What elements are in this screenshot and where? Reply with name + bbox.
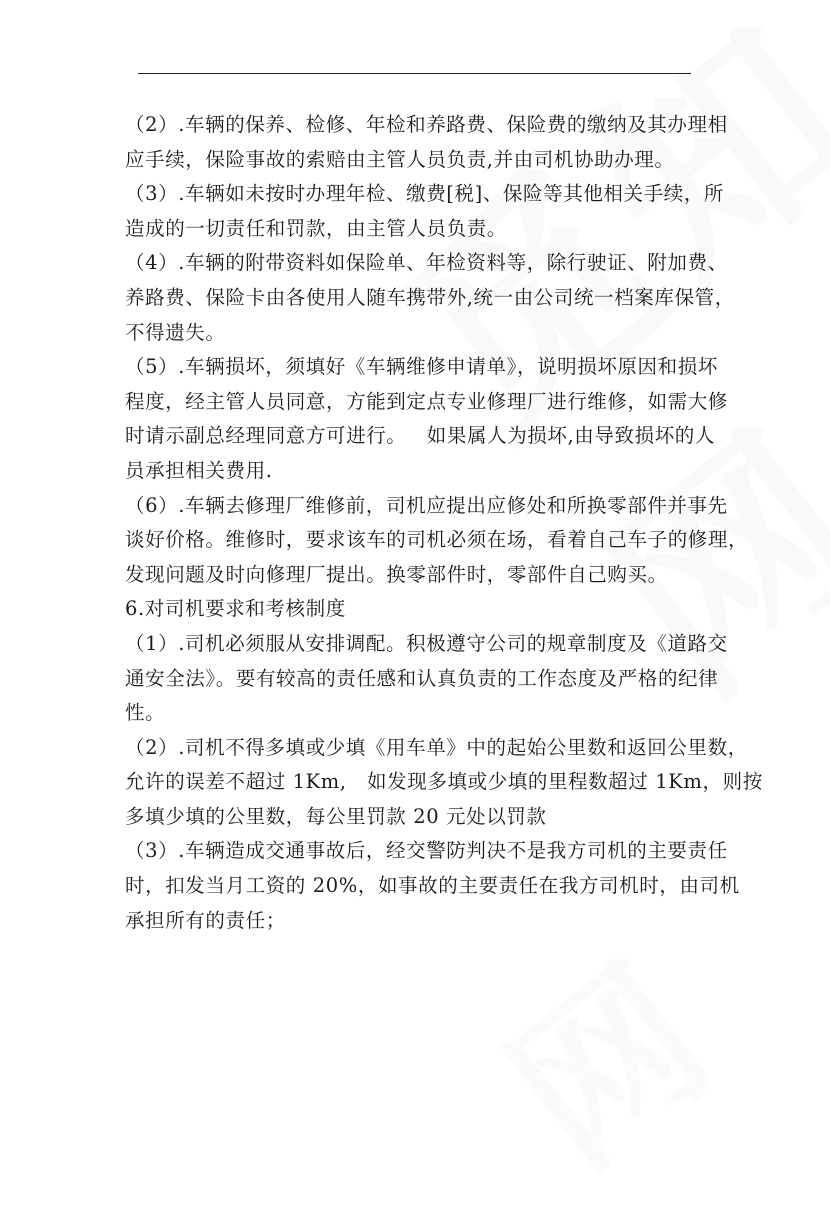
section-heading-driver-rules	[125, 592, 710, 627]
paragraph-2-maintenance	[125, 108, 728, 177]
text-line: 6.对司机要求和考核制度	[125, 597, 346, 621]
paragraph-5-damage	[125, 350, 729, 488]
text-line: （3）.车辆造成交通事故后，经交警防判决不是我方司机的主要责任	[125, 839, 728, 863]
text-line: 应手续，保险事故的索赔由主管人员负责,并由司机协助办理。	[125, 147, 675, 171]
text-line: 通安全法》。要有较高的责任感和认真负责的工作态度及严格的纪律	[125, 666, 719, 690]
text-line: 多填少填的公里数，每公里罚款 20 元处以罚款	[125, 804, 547, 828]
text-line: 程度，经主管人员同意，方能到定点专业修理厂进行维修，如需大修	[125, 389, 729, 413]
text-line: 承担所有的责任；	[125, 908, 286, 932]
text-line: 时，扣发当月工资的 20%，如事故的主要责任在我方司机时，由司机	[125, 874, 740, 898]
document-body	[125, 108, 763, 938]
paragraph-6-repair	[125, 489, 749, 593]
text-line: （1）.司机必须服从安排调配。积极遵守公司的规章制度及《道路交	[125, 631, 728, 655]
text-line: 允许的误差不超过 1Km, 如发现多填或少填的里程数超过 1Km，则按	[125, 770, 763, 794]
text-line: （2）.司机不得多填或少填《用车单》中的起始公里数和返回公里数，	[125, 735, 748, 759]
text-line: （5）.车辆损坏，须填好《车辆维修申请单》，说明损坏原因和损坏	[125, 355, 718, 379]
text-line: 养路费、保险卡由各使用人随车携带外,统一由公司统一档案库保管，	[125, 285, 735, 309]
paragraph-3-inspection	[125, 177, 725, 246]
text-line: 造成的一切责任和罚款，由主管人员负责。	[125, 216, 507, 240]
paragraph-4-documents	[125, 246, 735, 350]
text-line: （4）.车辆的附带资料如保险单、年检资料等，除行驶证、附加费、	[125, 251, 728, 275]
paragraph-driver-3	[125, 834, 740, 938]
text-line: 不得遗失。	[125, 320, 226, 344]
text-line: 性。	[125, 701, 166, 725]
header-rule	[138, 73, 691, 74]
text-line: 谈好价格。维修时，要求该车的司机必须在场，看着自己车子的修理，	[125, 528, 749, 552]
text-line: 员承担相关费用.	[125, 458, 273, 482]
text-line: 时请示副总经理同意方可进行。 如果属人为损坏,由导致损坏的人	[125, 424, 715, 448]
watermark	[450, 899, 751, 1213]
paragraph-driver-1	[125, 627, 728, 731]
text-line: 发现问题及时向修理厂提出。换零部件时，零部件自己购买。	[125, 562, 668, 586]
text-line: （6）.车辆去修理厂维修前，司机应提出应修处和所换零部件并事先	[125, 493, 728, 517]
text-line: （3）.车辆如未按时办理年检、缴费[税]、保险等其他相关手续，所	[125, 182, 725, 206]
paragraph-driver-2	[125, 731, 763, 835]
text-line: （2）.车辆的保养、检修、年检和养路费、保险费的缴纳及其办理相	[125, 113, 728, 136]
